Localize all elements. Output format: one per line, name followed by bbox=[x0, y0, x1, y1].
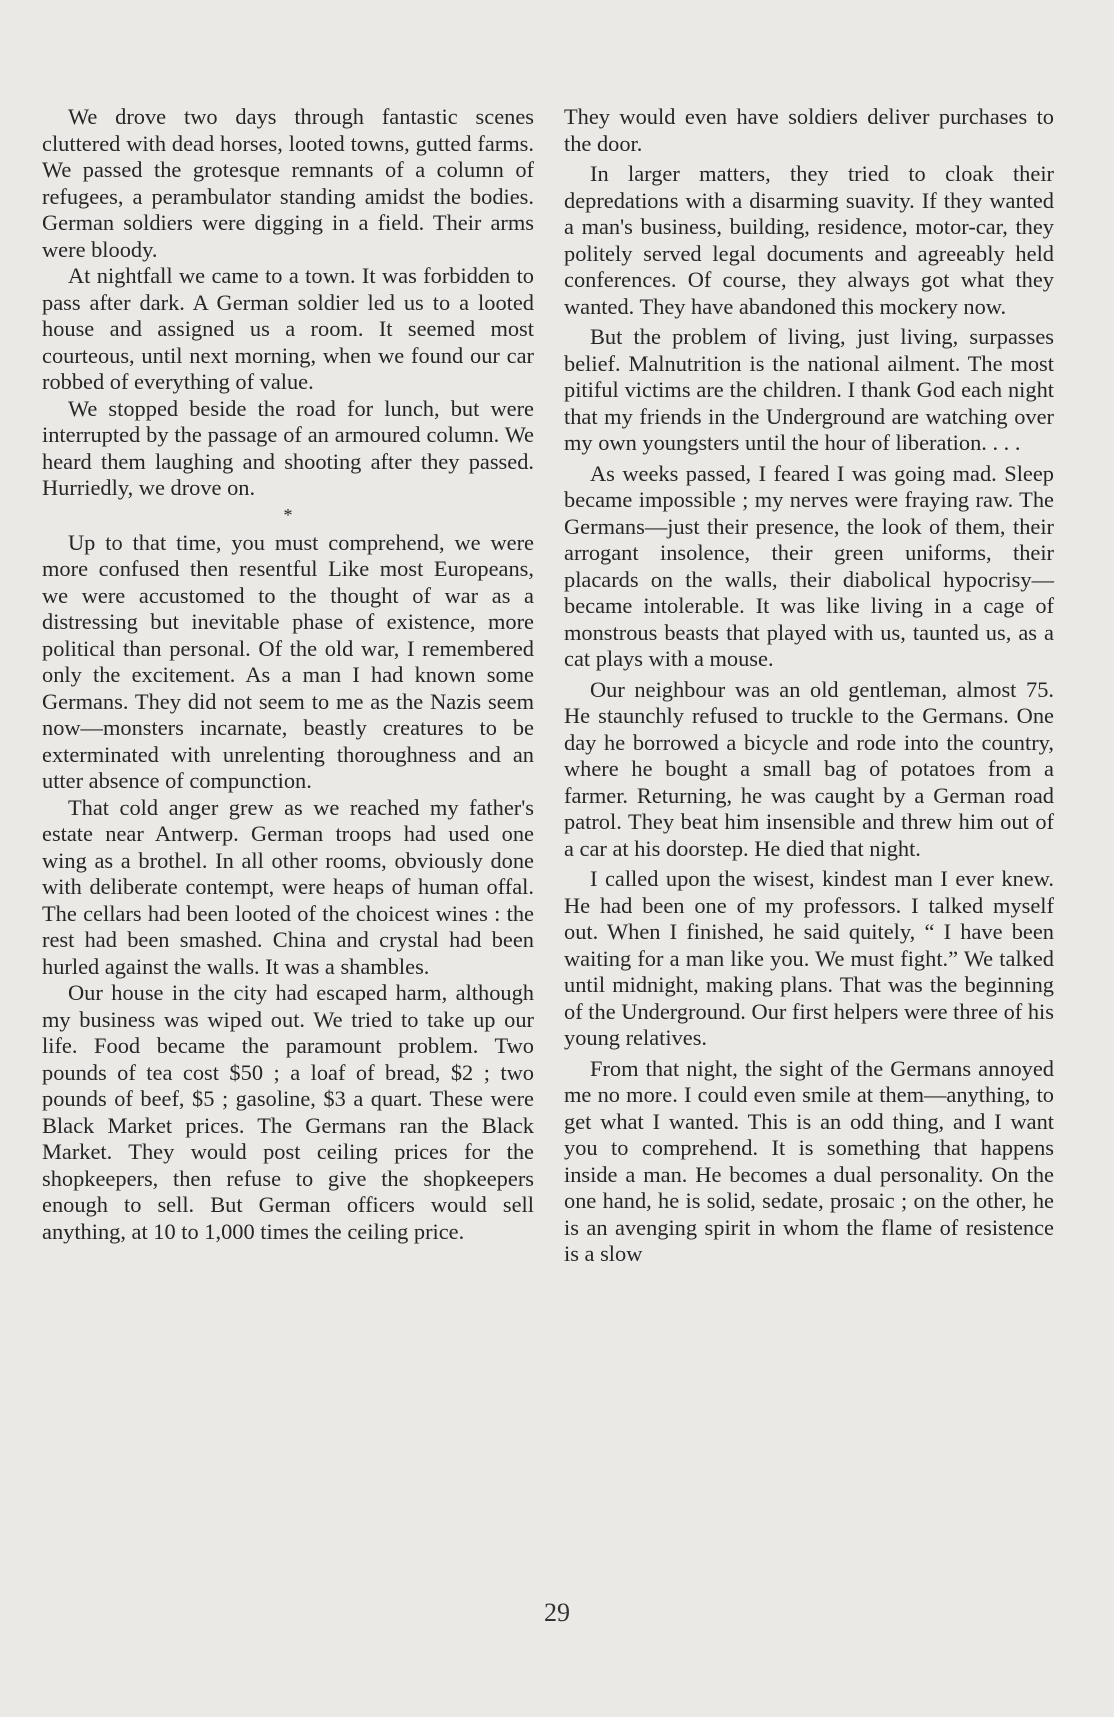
page-number: 29 bbox=[544, 1598, 570, 1627]
paragraph: In larger matters, they tried to cloak their depredations with a disarming suavity. If they wanted a man's business, building, residence, motor-car, they politely served legal documents and agreeably held conferences. Of course, they always got what they wanted. They have abandoned this mockery now. bbox=[564, 161, 1054, 319]
paragraph: That cold anger grew as we reached my father's estate near Antwerp. German troops had used one wing as a brothel. In all other rooms, obviously done with deliberate contempt, were heaps of human offal. The cellars had been looted of the choicest wines : the rest had been smashed. China and crystal had been hurled against the walls. It was a shambles. bbox=[42, 794, 534, 979]
paragraph: As weeks passed, I feared I was going mad. Sleep became impossible ; my nerves were fraying raw. The Germans—just their presence, the look of them, their arrogant insolence, their green uniforms, their placards on the walls, their diabolical hypocrisy—became intolerable. It was like living in a cage of monstrous beasts that played with us, taunted us, as a cat plays with a mouse. bbox=[564, 460, 1054, 671]
section-separator: * bbox=[283, 504, 293, 525]
paragraph: Up to that time, you must comprehend, we were more confused then resentful Like most Europeans, we were accustomed to the thought of war as a distressing but inevitable phase of existence, more political than personal. Of the old war, I remembered only the excitement. As a man I had known some Germans. They did not seem to me as the Nazis seem now—monsters incarnate, beastly creatures to be exterminated with unrelenting thoroughness and an utter absence of compunction. bbox=[42, 529, 534, 793]
paragraph: At nightfall we came to a town. It was forbidden to pass after dark. A German soldier led us to a looted house and assigned us a room. It seemed most courteous, until next morning, when we found our car robbed of everything of value. bbox=[42, 263, 534, 394]
paragraph-continuation: They would even have soldiers deliver purchases to the door. bbox=[564, 104, 1054, 156]
paragraph: I called upon the wisest, kindest man I ever knew. He had been one of my professors. I talked myself out. When I finished, he said quitely, “ I have been waiting for a man like you. We must fight.” We talked until midnight, making plans. That was the beginning of the Underground. Our first helpers were three of his young relatives. bbox=[564, 866, 1054, 1050]
paragraph: We drove two days through fantastic scenes cluttered with dead horses, looted towns, gutted farms. We passed the grotesque remnants of a column of refugees, a perambulator standing amidst the bodies. German soldiers were digging in a field. Their arms were bloody. bbox=[42, 104, 534, 262]
paragraph: Our neighbour was an old gentleman, almost 75. He staunchly refused to truckle to the Germans. One day he borrowed a bicycle and rode into the country, where he bought a small bag of potatoes from a farmer. Returning, he was caught by a German road patrol. They beat him insensible and threw him out of a car at his doorstep. He died that night. bbox=[564, 676, 1054, 861]
paragraph: From that night, the sight of the Germans annoyed me no more. I could even smile at them—anything, to get what I wanted. This is an odd thing, and I want you to comprehend. It is something that happens inside a man. He becomes a dual personality. On the one hand, he is solid, sedate, prosaic ; on the other, he is an avenging spirit in whom the flame of resistence is a slow bbox=[564, 1055, 1054, 1266]
paragraph: But the problem of living, just living, surpasses belief. Malnutrition is the national ailment. The most pitiful victims are the children. I thank God each night that my friends in the Underground are watching over my own youngsters until the hour of liberation. . . . bbox=[564, 324, 1054, 455]
right-column bbox=[564, 104, 1054, 1268]
paragraph: We stopped beside the road for lunch, but were interrupted by the passage of an armoured column. We heard them laughing and shooting after they passed. Hurriedly, we drove on. bbox=[42, 395, 534, 500]
left-column bbox=[42, 104, 534, 1245]
paragraph: Our house in the city had escaped harm, although my business was wiped out. We tried to take up our life. Food became the paramount problem. Two pounds of tea cost $50 ; a loaf of bread, $2 ; two pounds of beef, $5 ; gasoline, $3 a quart. These were Black Market prices. The Germans ran the Black Market. They would post ceiling prices for the shopkeepers, then refuse to give the shopkeepers enough to sell. But German officers would sell anything, at 10 to 1,000 times the ceiling price. bbox=[42, 980, 534, 1244]
